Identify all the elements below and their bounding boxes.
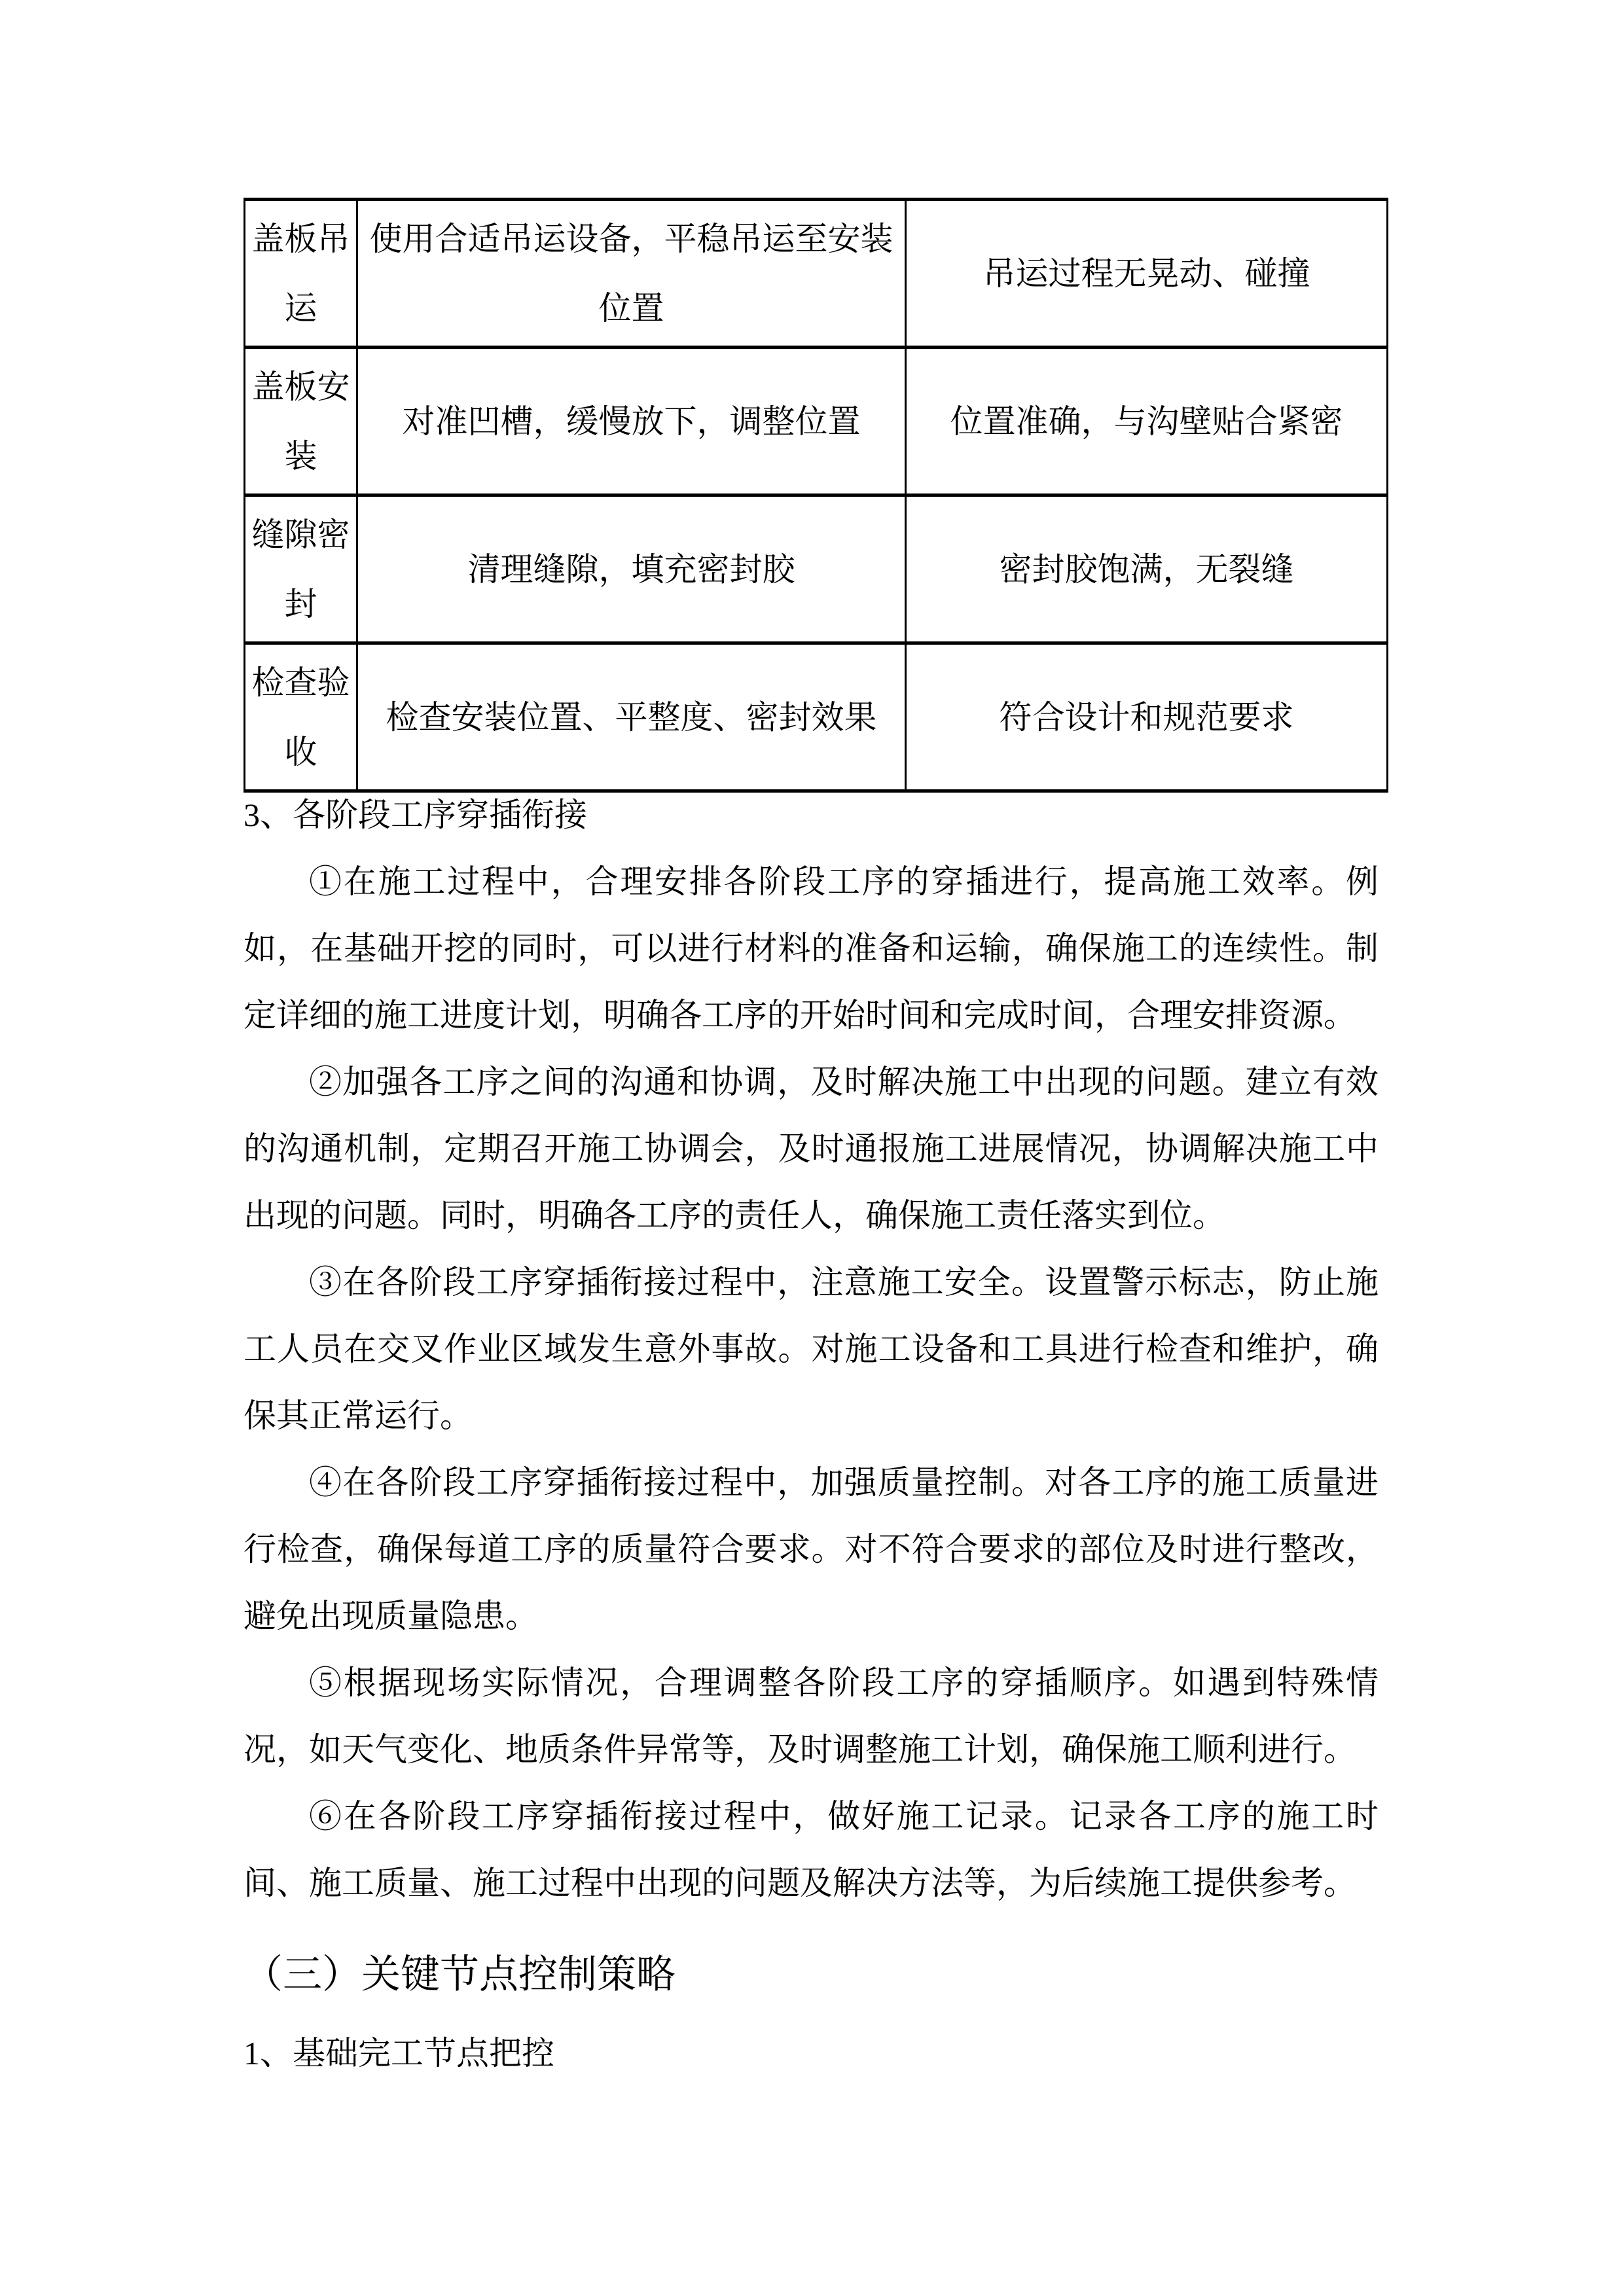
table-row xyxy=(245,200,1388,348)
table-cell-stage: 检查验收 xyxy=(245,643,357,791)
table-row xyxy=(245,495,1388,643)
table-cell-stage: 盖板吊运 xyxy=(245,200,357,348)
section-heading: （三）关键节点控制策略 xyxy=(244,1953,676,1996)
body-paragraph: ⑥在各阶段工序穿插衔接过程中，做好施工记录。记录各工序的施工时间、施工质量、施工过程中出现的问题及解决方法等，为后续施工提供参考。 xyxy=(244,1798,1379,1901)
table-cell-requirement: 位置准确，与沟壁贴合紧密 xyxy=(906,348,1388,495)
list-heading: 3、各阶段工序穿插衔接 xyxy=(244,797,587,833)
table-cell-operation: 使用合适吊运设备，平稳吊运至安装位置 xyxy=(357,200,906,348)
body-paragraph: ④在各阶段工序穿插衔接过程中，加强质量控制。对各工序的施工质量进行检查，确保每道工序的质量符合要求。对不符合要求的部位及时进行整改，避免出现质量隐患。 xyxy=(244,1464,1379,1634)
document-body xyxy=(244,781,1379,2087)
body-paragraph: ②加强各工序之间的沟通和协调，及时解决施工中出现的问题。建立有效的沟通机制，定期召开施工协调会，及时通报施工进展情况，协调解决施工中出现的问题。同时，明确各工序的责任人，确保施工责任落实到位。 xyxy=(244,1064,1379,1234)
table-row xyxy=(245,348,1388,495)
installation-steps-table-body xyxy=(245,200,1388,791)
table-cell-operation: 检查安装位置、平整度、密封效果 xyxy=(357,643,906,791)
body-paragraph: ①在施工过程中，合理安排各阶段工序的穿插进行，提高施工效率。例如，在基础开挖的同时，可以进行材料的准备和运输，确保施工的连续性。制定详细的施工进度计划，明确各工序的开始时间和完成时间，合理安排资源。 xyxy=(244,863,1379,1033)
installation-steps-table xyxy=(244,198,1388,793)
table-cell-requirement: 符合设计和规范要求 xyxy=(906,643,1388,791)
table-cell-stage: 盖板安装 xyxy=(245,348,357,495)
table-cell-stage: 缝隙密封 xyxy=(245,495,357,643)
body-paragraph: ⑤根据现场实际情况，合理调整各阶段工序的穿插顺序。如遇到特殊情况，如天气变化、地质条件异常等，及时调整施工计划，确保施工顺利进行。 xyxy=(244,1664,1379,1768)
table-cell-operation: 对准凹槽，缓慢放下，调整位置 xyxy=(357,348,906,495)
body-paragraph: ③在各阶段工序穿插衔接过程中，注意施工安全。设置警示标志，防止施工人员在交叉作业区域发生意外事故。对施工设备和工具进行检查和维护，确保其正常运行。 xyxy=(244,1264,1379,1434)
table-cell-operation: 清理缝隙，填充密封胶 xyxy=(357,495,906,643)
table-row xyxy=(245,643,1388,791)
paragraph-group xyxy=(244,848,1379,1916)
sub-heading: 1、基础完工节点把控 xyxy=(244,2035,554,2072)
table-cell-requirement: 密封胶饱满，无裂缝 xyxy=(906,495,1388,643)
table-cell-requirement: 吊运过程无晃动、碰撞 xyxy=(906,200,1388,348)
